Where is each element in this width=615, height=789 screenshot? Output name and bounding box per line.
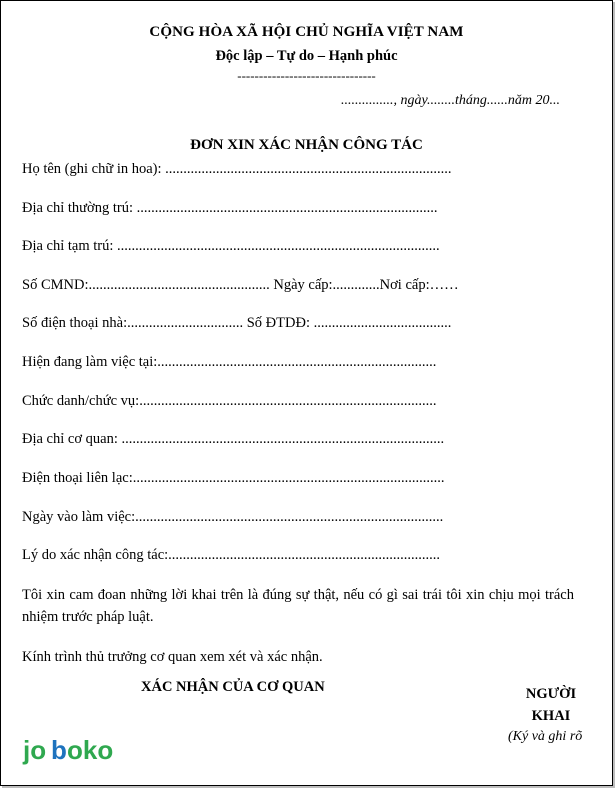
field-workplace: Hiện đang làm việc tại:............................................................................. <box>22 354 437 370</box>
agency-confirmation-label: XÁC NHẬN CỦA CƠ QUAN <box>141 679 325 695</box>
field-permanent-address: Địa chỉ thường trú: ................................................................................... <box>22 200 438 216</box>
signature-note: (Ký và ghi rõ <box>508 729 583 744</box>
field-start-date: Ngày vào làm việc:..................................................................................... <box>22 509 444 525</box>
field-office-address: Địa chỉ cơ quan: ......................................................................................... <box>22 431 445 447</box>
field-full-name: Họ tên (ghi chữ in hoa): ............................................................................... <box>22 161 452 177</box>
field-id-number: Số CMND:.................................................. Ngày cấp:.............Nơi cấp:…… <box>22 277 459 293</box>
joboko-logo <box>21 731 121 771</box>
request-paragraph: Kính trình thủ trưởng cơ quan xem xét và xác nhận. <box>22 649 323 665</box>
field-phone: Số điện thoại nhà:................................ Số ĐTDĐ: ...................................... <box>22 315 452 331</box>
logo-text-b: b <box>51 735 67 765</box>
signer-line-1: NGƯỜI <box>525 686 577 702</box>
field-position: Chức danh/chức vụ:.................................................................................. <box>22 393 437 409</box>
form-title: ĐƠN XIN XÁC NHẬN CÔNG TÁC <box>190 137 423 153</box>
field-contact-phone: Điện thoại liên lạc:...................................................................................... <box>22 470 445 486</box>
nation-heading: CỘNG HÒA XÃ HỘI CHỦ NGHĨA VIỆT NAM <box>149 24 464 40</box>
signer-block <box>501 683 601 727</box>
signer-line-2: KHAI <box>531 708 571 724</box>
header-separator: -------------------------------- <box>237 68 376 83</box>
declaration-paragraph: Tôi xin cam đoan những lời khai trên là đúng sự thật, nếu có gì sai trái tôi xin chịu mọi trách nhiệm trước pháp luật. <box>22 587 574 625</box>
logo-text-jo: jo <box>23 735 47 765</box>
date-line: ..............., ngày........tháng......năm 20... <box>341 93 560 108</box>
field-reason: Lý do xác nhận công tác:........................................................................... <box>22 547 441 563</box>
motto: Độc lập – Tự do – Hạnh phúc <box>215 48 398 64</box>
field-temporary-address: Địa chỉ tạm trú: ......................................................................................... <box>22 238 440 254</box>
logo-text-oko: oko <box>67 735 114 765</box>
